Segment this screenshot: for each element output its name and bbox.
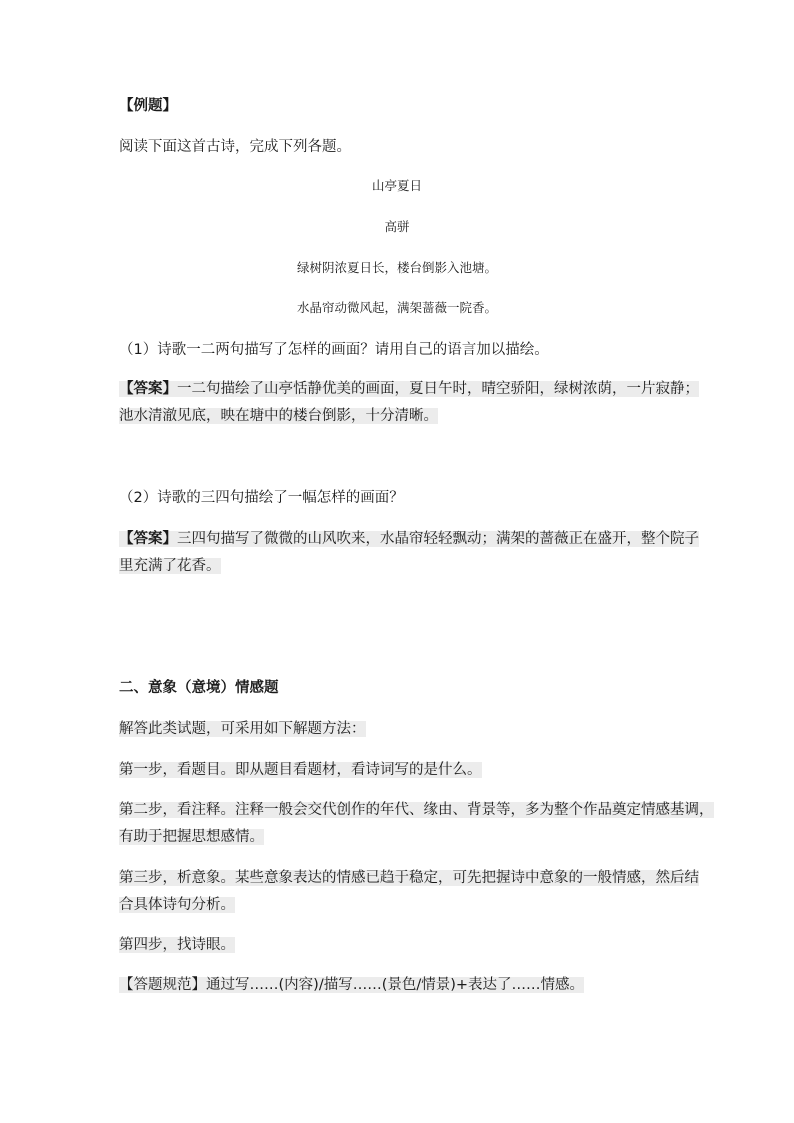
example-heading: 【例题】: [119, 98, 177, 114]
answer-2-line-1: 【答案】三四句描写了微微的山风吹来，水晶帘轻轻飘动；满架的蔷薇正在盛开，整个院子: [119, 531, 699, 547]
answer-label: 【答案】: [119, 381, 177, 397]
answer-1-line-2: 池水清澈见底，映在塘中的楼台倒影，十分清晰。: [119, 408, 438, 424]
answer-2-line-2: 里充满了花香。: [119, 558, 221, 574]
answer-norm: 【答题规范】通过写……(内容)/描写……(景色/情景)+表达了……情感。: [119, 977, 585, 993]
step-1: 第一步，看题目。即从题目看题材，看诗词写的是什么。: [119, 762, 482, 778]
poem-line-2: 水晶帘动微风起，满架蔷薇一院香。: [296, 300, 497, 315]
step-3-line-2: 合具体诗句分析。: [119, 897, 235, 913]
method-intro: 解答此类试题，可采用如下解题方法：: [119, 721, 366, 737]
step-2-line-2: 有助于把握思想感情。: [119, 829, 264, 845]
poem-line-1: 绿树阴浓夏日长，楼台倒影入池塘。: [296, 260, 497, 275]
poem-author: 高骈: [384, 219, 410, 234]
step-3-line-1: 第三步，析意象。某些意象表达的情感已趋于稳定，可先把握诗中意象的一般情感，然后结: [119, 870, 699, 886]
step-4: 第四步，找诗眼。: [119, 937, 235, 953]
answer-label: 【答案】: [119, 531, 177, 547]
instruction-text: 阅读下面这首古诗，完成下列各题。: [119, 139, 351, 155]
question-2: （2）诗歌的三四句描绘了一幅怎样的画面？: [119, 490, 404, 506]
section-2-heading: 二、意象（意境）情感题: [119, 680, 279, 696]
question-1: （1）诗歌一二两句描写了怎样的画面？请用自己的语言加以描绘。: [119, 342, 549, 358]
step-2-line-1: 第二步，看注释。注释一般会交代创作的年代、缘由、背景等，多为整个作品奠定情感基调，: [119, 802, 714, 818]
answer-1-line-1: 【答案】一二句描绘了山亭恬静优美的画面，夏日午时，晴空骄阳，绿树浓荫，一片寂静；: [119, 381, 699, 397]
poem-title: 山亭夏日: [371, 178, 422, 193]
